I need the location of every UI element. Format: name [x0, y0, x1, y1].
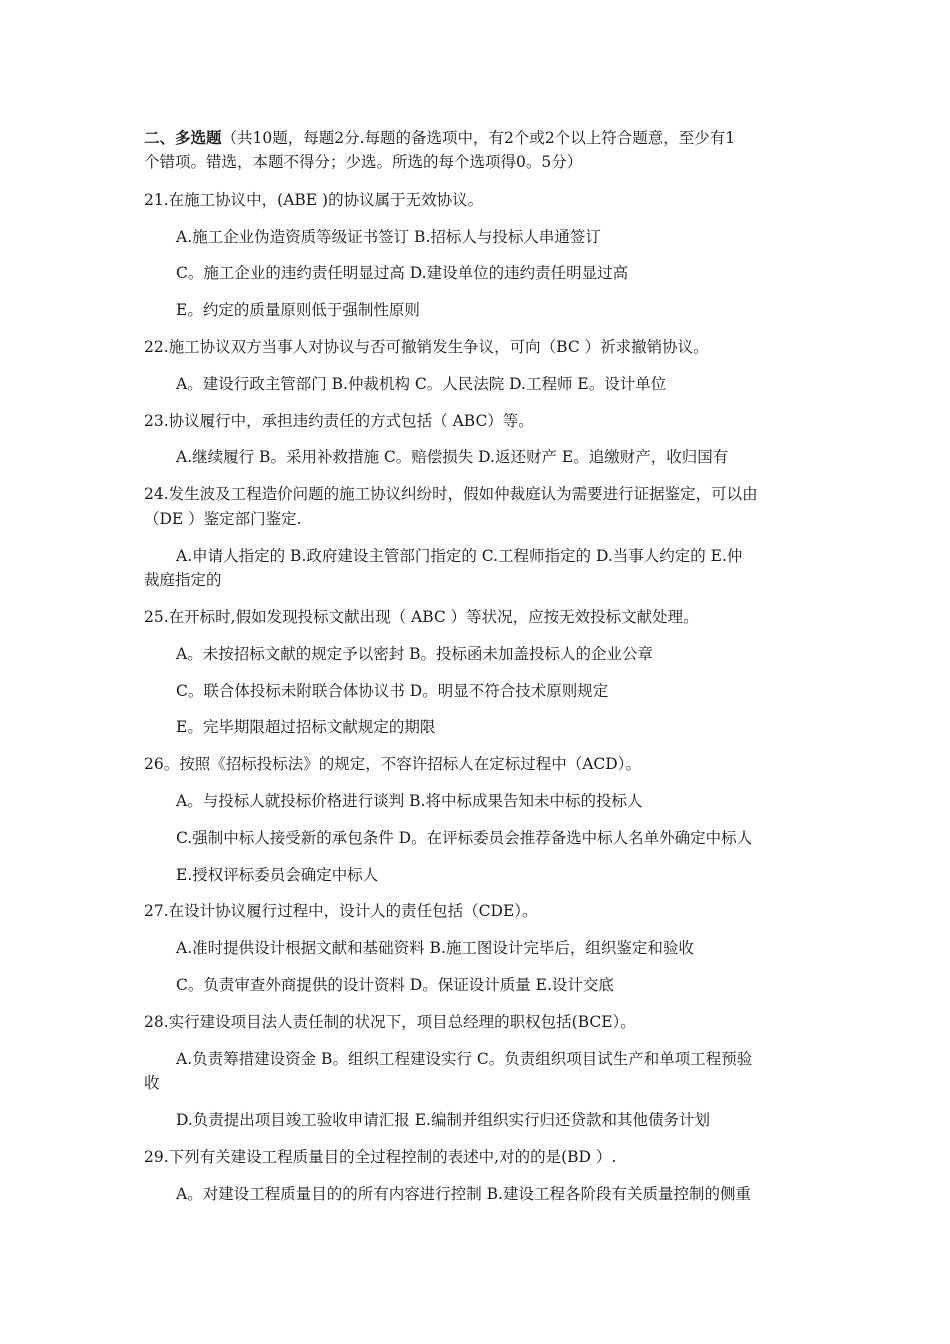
question-23-option-line: A.继续履行 B。采用补救措施 C。赔偿损失 D.返还财产 E。追缴财产，收归国有 [176, 448, 729, 466]
question-24-option-line: A.申请人指定的 B.政府建设主管部门指定的 C.工程师指定的 D.当事人约定的 E.仲 [176, 547, 743, 565]
question-24-option-line-continued: 裁庭指定的 [144, 571, 222, 589]
question-25-option-line: C。联合体投标未附联合体协议书 D。明显不符合技术原则规定 [176, 682, 609, 700]
question-28-option-line-continued: 收 [144, 1074, 160, 1092]
question-28-option-line: A.负责筹措建设资金 B。组织工程建设实行 C。负责组织项目试生产和单项工程预验 [176, 1050, 753, 1068]
section-intro-line-2: 个错项。错选，本题不得分；少选。所选的每个选项得0。5分） [144, 153, 583, 171]
question-29-stem: 29.下列有关建设工程质量目的全过程控制的表述中,对的的是(BD ）. [144, 1148, 617, 1166]
question-27-stem: 27.在设计协议履行过程中，设计人的责任包括（CDE）。 [144, 902, 538, 920]
question-26-stem: 26。按照《招标投标法》的规定，不容许招标人在定标过程中（ACD）。 [144, 755, 641, 773]
question-22-option-line: A。建设行政主管部门 B.仲裁机构 C。人民法院 D.工程师 E。设计单位 [176, 375, 667, 393]
question-25-option-line: E。完毕期限超过招标文献规定的期限 [176, 718, 436, 736]
question-26-option-line: E.授权评标委员会确定中标人 [176, 866, 379, 884]
question-21-option-line: A.施工企业伪造资质等级证书签订 B.招标人与投标人串通签订 [176, 228, 601, 246]
question-27-option-line: A.准时提供设计根据文献和基础资料 B.施工图设计完毕后，组织鉴定和验收 [176, 939, 694, 957]
section-intro-text: （共10题，每题2分.每题的备选项中，有2个或2个以上符合题意，至少有1 [221, 129, 736, 147]
question-28-stem: 28.实行建设项目法人责任制的状况下，项目总经理的职权包括(BCE）。 [144, 1013, 636, 1031]
question-27-option-line: C。负责审查外商提供的设计资料 D。保证设计质量 E.设计交底 [176, 976, 614, 994]
question-24-stem-continued: （DE ）鉴定部门鉴定. [144, 510, 302, 528]
question-21-option-line: C。施工企业的违约责任明显过高 D.建设单位的违约责任明显过高 [176, 264, 629, 282]
question-26-option-line: C.强制中标人接受新的承包条件 D。在评标委员会推荐备选中标人名单外确定中标人 [176, 829, 753, 847]
section-heading: 二、多选题 [144, 128, 222, 147]
question-24-stem: 24.发生波及工程造价问题的施工协议纠纷时，假如仲裁庭认为需要进行证据鉴定，可以由 [144, 485, 758, 503]
question-21-stem: 21.在施工协议中，(ABE )的协议属于无效协议。 [144, 191, 484, 209]
question-22-stem: 22.施工协议双方当事人对协议与否可撤销发生争议，可向（BC ）祈求撤销协议。 [144, 338, 709, 356]
question-25-option-line: A。未按招标文献的规定予以密封 B。投标函未加盖投标人的企业公章 [176, 645, 654, 663]
question-26-option-line: A。与投标人就投标价格进行谈判 B.将中标成果告知未中标的投标人 [176, 792, 643, 810]
question-28-option-line: D.负责提出项目竣工验收申请汇报 E.编制并组织实行归还贷款和其他债务计划 [176, 1111, 710, 1129]
question-25-stem: 25.在开标时,假如发现投标文献出现（ ABC ）等状况，应按无效投标文献处理。 [144, 608, 699, 626]
question-23-stem: 23.协议履行中，承担违约责任的方式包括（ ABC）等。 [144, 412, 534, 430]
question-21-option-line: E。约定的质量原则低于强制性原则 [176, 301, 420, 319]
section-intro-line-1 [144, 128, 735, 148]
question-29-option-line: A。对建设工程质量目的的所有内容进行控制 B.建设工程各阶段有关质量控制的侧重 [176, 1185, 751, 1203]
